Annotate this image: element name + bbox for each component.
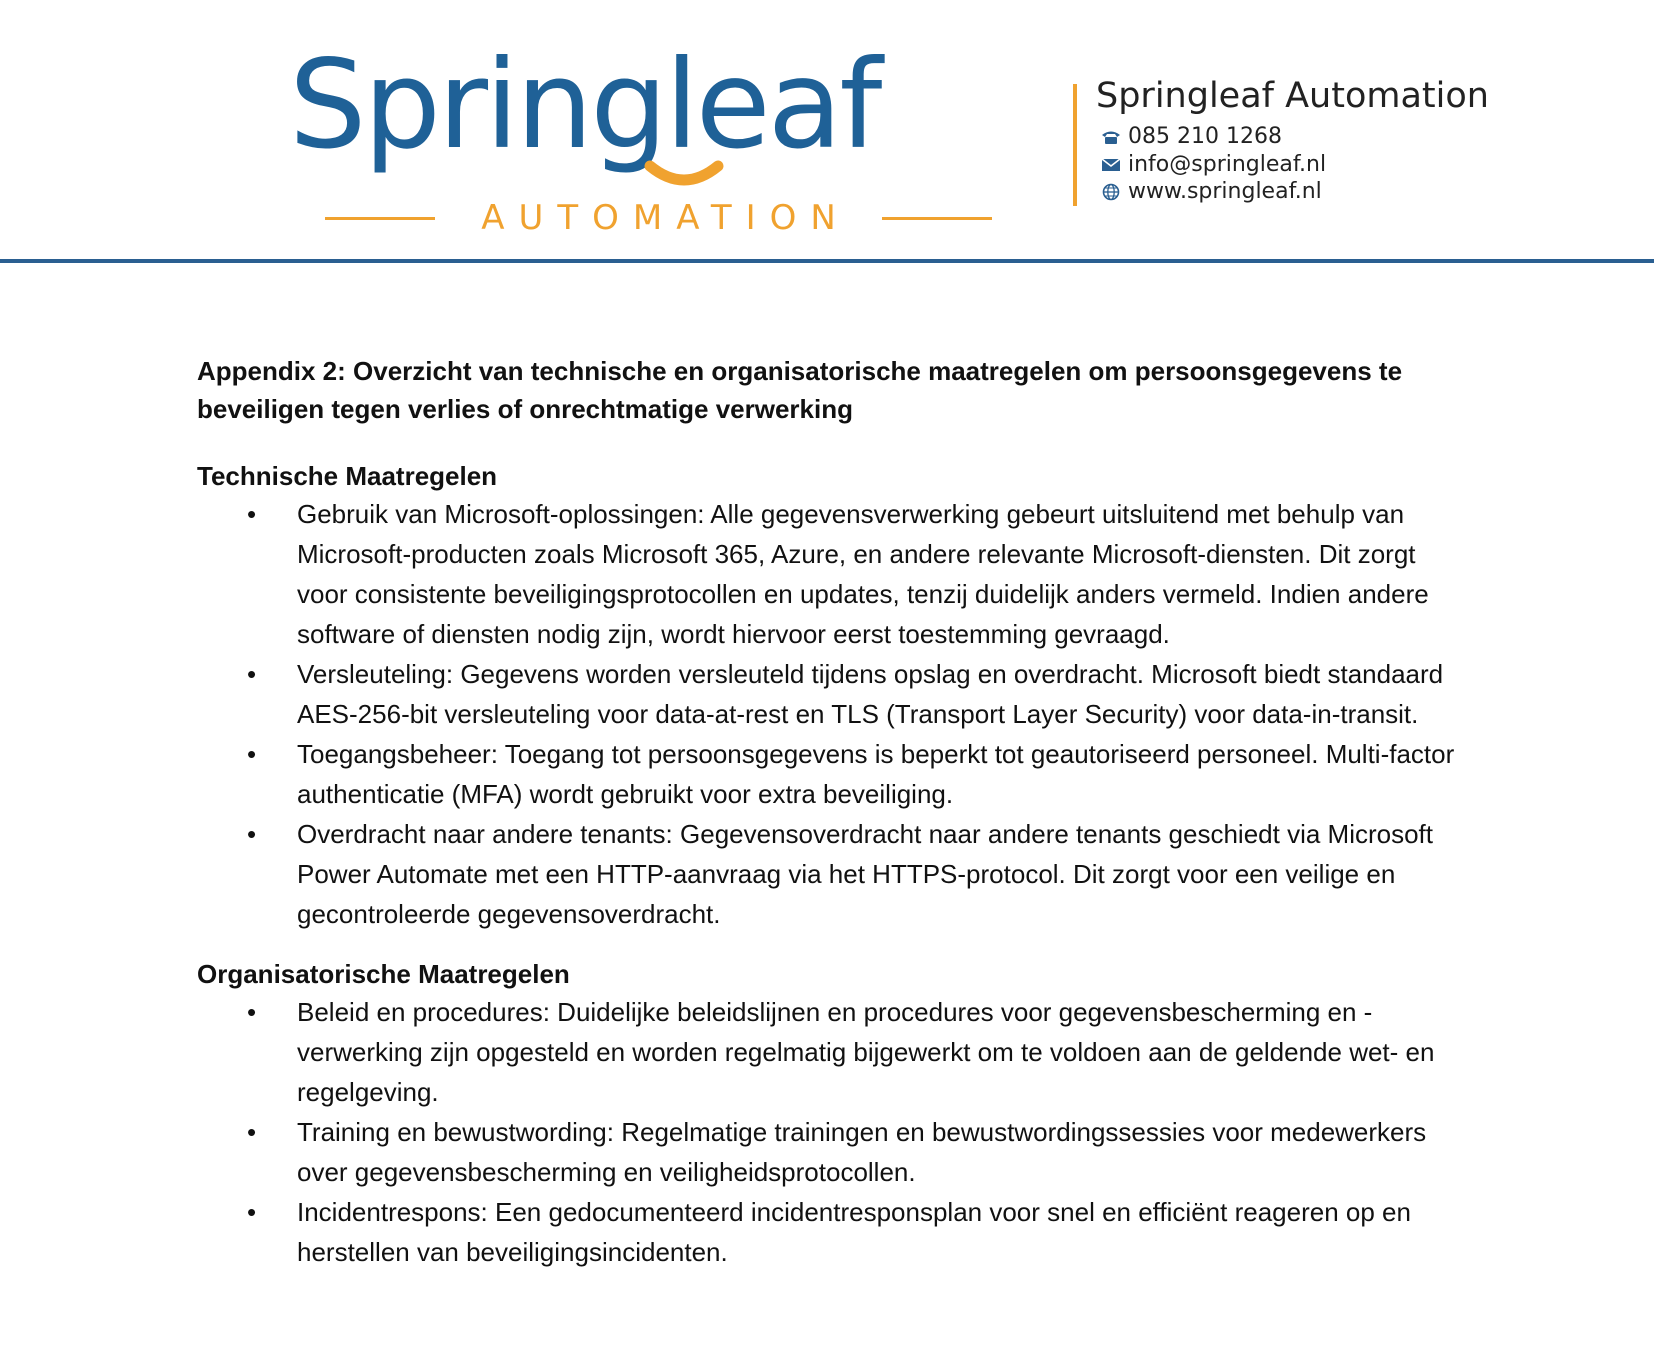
- list-item: [197, 734, 1467, 814]
- bullet-icon: •: [247, 1197, 257, 1227]
- organisational-measures-list: [197, 992, 1467, 1272]
- list-item: [197, 494, 1467, 654]
- header-rule: [0, 259, 1654, 263]
- list-item-text: Incidentrespons: Een gedocumenteerd incidentresponsplan voor snel en efficiënt reageren op en herstellen van beveiligingsincidenten.: [297, 1197, 1411, 1267]
- document-body: [197, 352, 1467, 1294]
- logo-tagline: [325, 195, 992, 241]
- phone-icon: [1100, 128, 1122, 146]
- list-item: [197, 814, 1467, 934]
- technical-measures-list: [197, 494, 1467, 934]
- bullet-icon: •: [247, 997, 257, 1027]
- section-heading-organisational: Organisatorische Maatregelen: [197, 959, 570, 989]
- tagline-right-rule: [882, 217, 992, 220]
- contact-email-text: info@springleaf.nl: [1128, 152, 1327, 177]
- section-heading-technical: Technische Maatregelen: [197, 461, 498, 491]
- list-item: [197, 1112, 1467, 1192]
- list-item-text: Gebruik van Microsoft-oplossingen: Alle gegevensverwerking gebeurt uitsluitend met behulp van Microsoft-producten zoals Microsoft 365, Azure, en andere relevante Microsoft-diensten. Dit zorgt voor consistente beveiligingsprotocollen en updates, tenzij duidelijk anders vermeld. Indien andere software of diensten nodig zijn, wordt hiervoor eerst toestemming gevraagd.: [297, 499, 1429, 649]
- contact-website-text: www.springleaf.nl: [1128, 179, 1322, 204]
- contact-email: [1100, 152, 1326, 177]
- bullet-icon: •: [247, 1117, 257, 1147]
- list-item: [197, 654, 1467, 734]
- contact-phone-text: 085 210 1268: [1128, 124, 1282, 149]
- bullet-icon: •: [247, 499, 257, 529]
- tagline-text: AUTOMATION: [481, 198, 850, 238]
- tagline-left-rule: [325, 217, 435, 220]
- bullet-icon: •: [247, 739, 257, 769]
- list-item: [197, 992, 1467, 1112]
- header-vertical-divider: [1073, 84, 1077, 206]
- list-item-text: Beleid en procedures: Duidelijke beleidslijnen en procedures voor gegevensbescherming en -verwerking zijn opgesteld en worden regelmatig bijgewerkt om te voldoen aan de geldende wet- en regelgeving.: [297, 997, 1435, 1107]
- list-item-text: Toegangsbeheer: Toegang tot persoonsgegevens is beperkt tot geautoriseerd personeel. Multi-factor authenticatie (MFA) wordt gebruikt voor extra beveiliging.: [297, 739, 1455, 809]
- list-item-text: Overdracht naar andere tenants: Gegevensoverdracht naar andere tenants geschiedt via Microsoft Power Automate met een HTTP-aanvraag via het HTTPS-protocol. Dit zorgt voor een veilige en gecontroleerde gegevensoverdracht.: [297, 819, 1433, 929]
- list-item: [197, 1192, 1467, 1272]
- letterhead: [0, 0, 1654, 262]
- bullet-icon: •: [247, 819, 257, 849]
- contact-website: [1100, 179, 1322, 204]
- envelope-icon: [1100, 156, 1122, 174]
- globe-icon: [1100, 183, 1122, 201]
- springleaf-logo-wordmark: Springleaf: [289, 34, 880, 176]
- document-title: Appendix 2: Overzicht van technische en organisatorische maatregelen om persoonsgegevens te beveiligen tegen verlies of onrechtmatige verwerking: [197, 356, 1403, 424]
- contact-phone: [1100, 124, 1282, 149]
- company-name: Springleaf Automation: [1096, 76, 1489, 116]
- list-item-text: Training en bewustwording: Regelmatige trainingen en bewustwordingssessies voor medewerkers over gegevensbescherming en veiligheidsprotocollen.: [297, 1117, 1427, 1187]
- logo-smile-icon: [644, 160, 724, 186]
- list-item-text: Versleuteling: Gegevens worden versleuteld tijdens opslag en overdracht. Microsoft biedt standaard AES-256-bit versleuteling voor data-at-rest en TLS (Transport Layer Security) voor data-in-transit.: [297, 659, 1444, 729]
- bullet-icon: •: [247, 659, 257, 689]
